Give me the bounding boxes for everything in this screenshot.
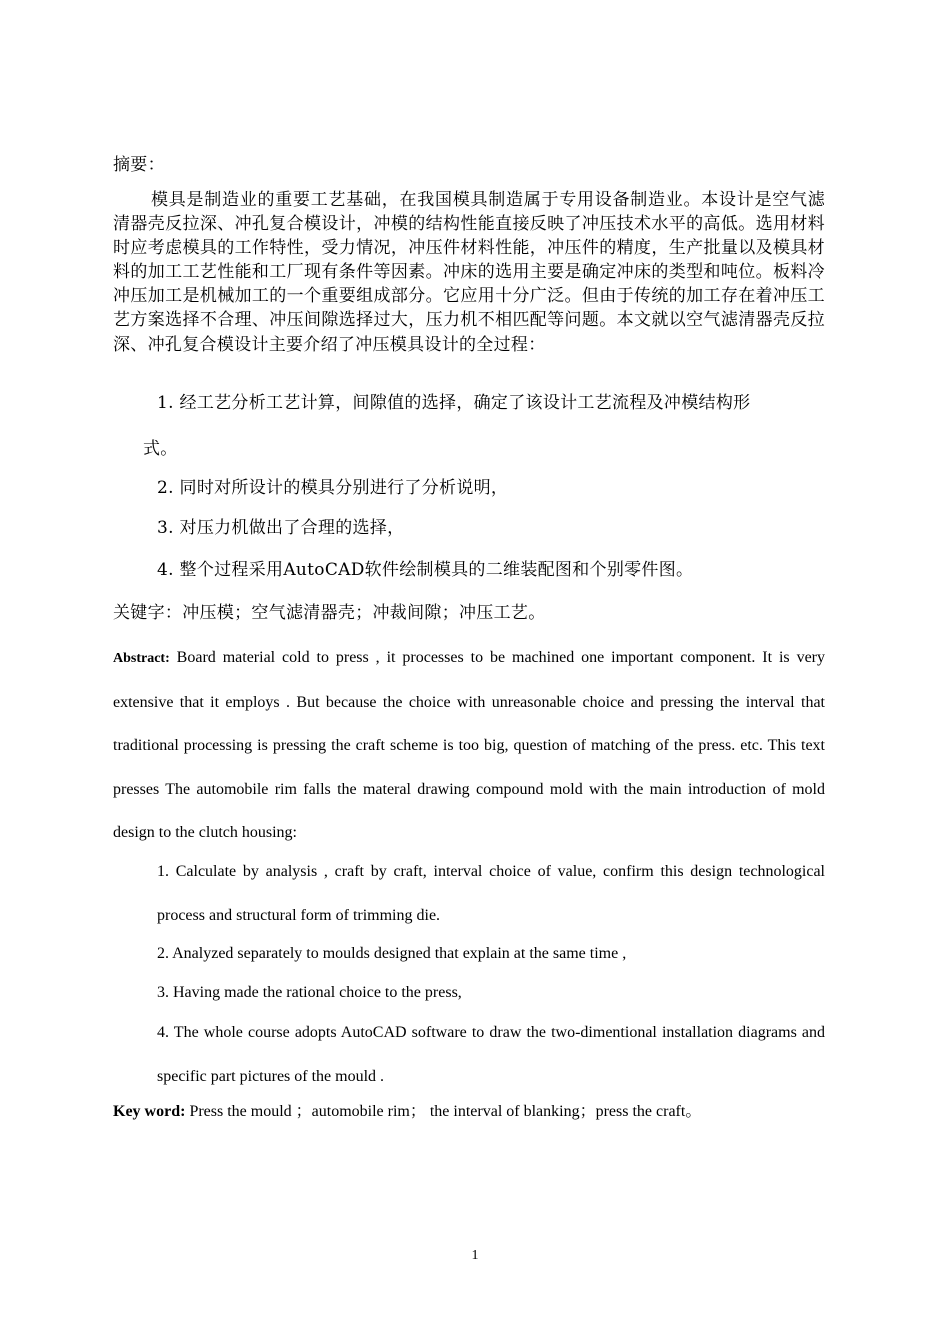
keywords-en-label: Key word: [113,1103,186,1120]
keywords-en [113,1098,701,1121]
keywords-en-text: Press the mould ；automobile rim； the interval of blanking；press the craft。 [185,1103,702,1120]
abstract-en-item-2: 2. Analyzed separately to moulds designed that explain at the same time , [157,945,627,962]
abstract-cn-item-1-cont: 式。 [143,439,178,459]
abstract-cn-item-2: 2. 同时对所设计的模具分别进行了分析说明， [157,478,509,498]
abstract-en-item-1: 1. Calculate by analysis , craft by craft, interval choice of value, confirm this design technological process and structural form of trimming die. [157,863,825,924]
abstract-en [113,636,825,855]
abstract-cn-body: 模具是制造业的重要工艺基础，在我国模具制造属于专用设备制造业。本设计是空气滤清器壳反拉深、冲孔复合模设计，冲模的结构性能直接反映了冲压技术水平的高低。选用材料时应考虑模具的工作特性，受力情况，冲压件材料性能，冲压件的精度，生产批量以及模具材料的加工工艺性能和工厂现有条件等因素。冲床的选用主要是确定冲床的类型和吨位。板料冷冲压加工是机械加工的一个重要组成部分。它应用十分广泛。但由于传统的加工存在着冲压工艺方案选择不合理、冲压间隙选择过大，压力机不相匹配等问题。本文就以空气滤清器壳反拉深、冲孔复合模设计主要介绍了冲压模具设计的全过程： [113,190,825,355]
abstract-en-item-4: 4. The whole course adopts AutoCAD software to draw the two-dimentional installation diagrams and specific part pictures of the mould . [157,1024,825,1085]
keywords-cn: 关键字：冲压模；空气滤清器壳；冲裁间隙；冲压工艺。 [113,603,546,623]
abstract-cn-item-4: 4. 整个过程采用AutoCAD软件绘制模具的二维装配图和个别零件图。 [157,560,694,580]
page-number: 1 [471,1248,479,1263]
abstract-en-label: Abstract: [113,651,170,666]
abstract-cn-title: 摘要： [113,155,165,175]
abstract-cn-item-3: 3. 对压力机做出了合理的选择， [157,518,405,538]
abstract-en-item-3: 3. Having made the rational choice to the press, [157,984,462,1001]
abstract-en-body: Board material cold to press , it processes to be machined one important component. It is very extensive that it employs . But because the choice with unreasonable choice and pressing the interval that traditional processing is pressing the craft scheme is too big, question of matching of the press. etc. This text presses The automobile rim falls the materal drawing compound mold with the main introduction of mold design to the clutch housing: [113,649,825,841]
abstract-cn-item-1: 1. 经工艺分析工艺计算，间隙值的选择，确定了该设计工艺流程及冲模结构形 [157,393,751,413]
